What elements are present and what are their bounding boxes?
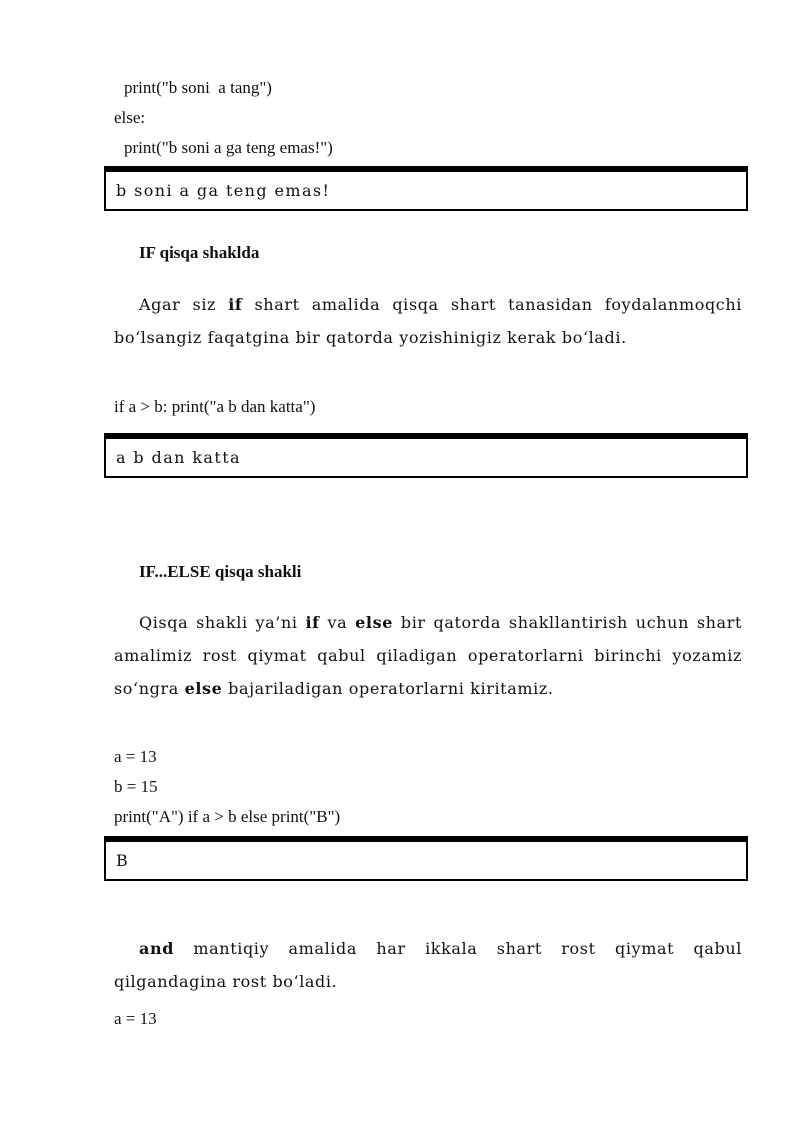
output-box xyxy=(104,166,748,211)
code-line: print("A") if a > b else print("B") xyxy=(114,807,341,826)
section-heading: IF qisqa shaklda xyxy=(139,243,260,262)
output-text: b soni a ga teng emas! xyxy=(116,181,331,200)
code-line: if a > b: print("a b dan katta") xyxy=(114,397,316,416)
code-line: a = 13 xyxy=(114,747,157,766)
output-text: B xyxy=(116,851,130,870)
code-line: print("b soni a tang") xyxy=(124,78,272,97)
code-line: print("b soni a ga teng emas!") xyxy=(124,138,333,157)
paragraph: Qisqa shakli ya’ni if va else bir qatorda shakllantirish uchun shart amalimiz rost qiymat qabul qiladigan operatorlarni birinchi yozamiz so‘ngra else bajariladigan operatorlarni kiritamiz. xyxy=(114,613,742,698)
section-heading: IF...ELSE qisqa shakli xyxy=(139,562,302,581)
output-box xyxy=(104,836,748,881)
output-box xyxy=(104,433,748,478)
code-line: else: xyxy=(114,108,146,127)
paragraph: Agar siz if shart amalida qisqa shart tanasidan foydalanmoqchi bo‘lsangiz faqatgina bir qatorda yozishinigiz kerak bo‘ladi. xyxy=(114,295,742,347)
code-line: a = 13 xyxy=(114,1009,157,1028)
code-line: b = 15 xyxy=(114,777,158,796)
paragraph: and mantiqiy amalida har ikkala shart rost qiymat qabul qilgandagina rost bo‘ladi. xyxy=(114,939,742,991)
output-text: a b dan katta xyxy=(116,448,241,467)
